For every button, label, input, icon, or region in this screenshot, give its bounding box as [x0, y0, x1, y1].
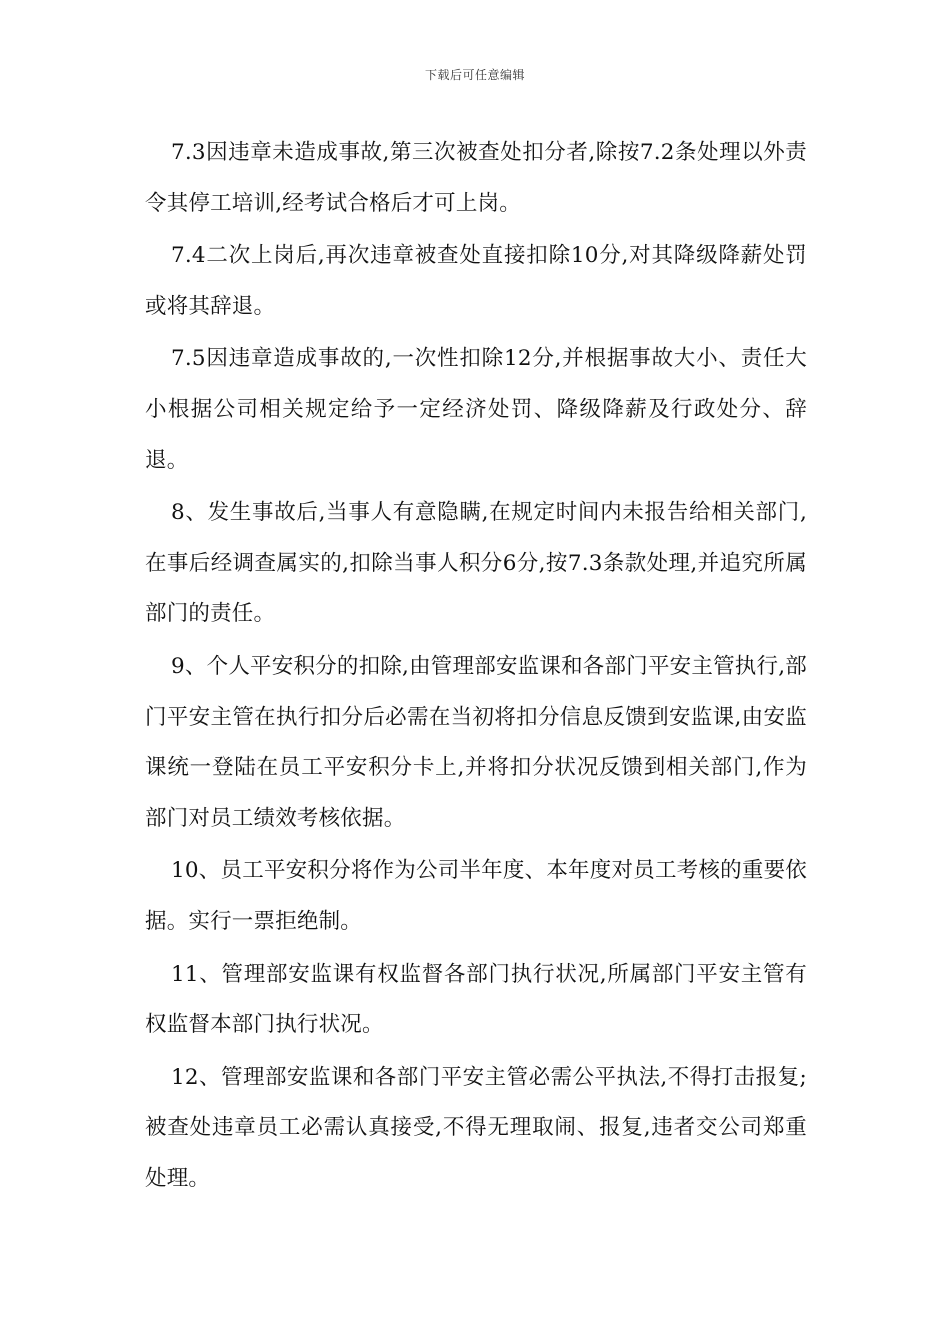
paragraph-7-3: 7.3因违章未造成事故,第三次被查处扣分者,除按7.2条处理以外责令其停工培训,经考试合格后才可上岗。	[145, 140, 807, 216]
paragraph-12: 12、管理部安监课和各部门平安主管必需公平执法,不得打击报复;被查处违章员工必需认真接受,不得无理取闹、报复,违者交公司郑重处理。	[145, 1064, 807, 1191]
paragraph-7-5: 7.5因违章造成事故的,一次性扣除12分,并根据事故大小、责任大小根据公司相关规定给予一定经济处罚、降级降薪及行政处分、辞退。	[145, 346, 807, 473]
paragraph-8: 8、发生事故后,当事人有意隐瞒,在规定时间内未报告给相关部门,在事后经调查属实的,扣除当事人积分6分,按7.3条款处理,并追究所属部门的责任。	[145, 500, 807, 627]
paragraph-11: 11、管理部安监课有权监督各部门执行状况,所属部门平安主管有权监督本部门执行状况。	[145, 961, 807, 1038]
paragraph-9: 9、个人平安积分的扣除,由管理部安监课和各部门平安主管执行,部门平安主管在执行扣分后必需在当初将扣分信息反馈到安监课,由安监课统一登陆在员工平安积分卡上,并将扣分状况反馈到相关部门,作为部门对员工绩效考核依据。	[145, 653, 807, 831]
paragraph-10: 10、员工平安积分将作为公司半年度、本年度对员工考核的重要依据。实行一票拒绝制。	[145, 858, 807, 934]
page-header: 下载后可任意编辑	[424, 68, 525, 82]
paragraph-7-4: 7.4二次上岗后,再次违章被查处直接扣除10分,对其降级降薪处罚或将其辞退。	[145, 243, 807, 319]
document-body	[145, 128, 807, 1206]
